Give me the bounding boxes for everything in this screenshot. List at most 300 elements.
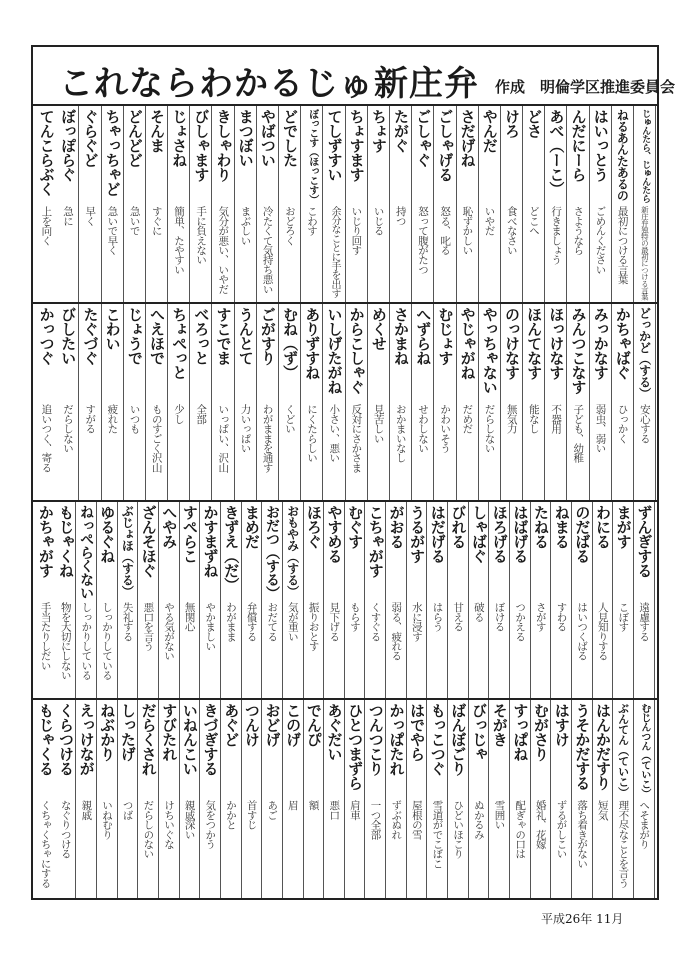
standard-meaning: かかと (224, 800, 237, 830)
dialect-entry (531, 700, 552, 898)
standard-meaning: くどい (283, 404, 296, 434)
dialect-entry (97, 502, 118, 698)
dialect-word: さかまね (392, 307, 411, 365)
dialect-entry (501, 106, 523, 302)
standard-meaning: ごめんください (594, 206, 607, 274)
dialect-word: きづぎする (201, 703, 220, 776)
standard-meaning: ぼける (493, 602, 506, 632)
dialect-word: べろっと (192, 307, 211, 365)
standard-meaning: 首すじ (245, 800, 258, 830)
dialect-entry (365, 700, 386, 898)
dialect-entry (479, 304, 501, 500)
standard-meaning: 急いで (128, 206, 141, 236)
standard-meaning: しっかりしている (80, 602, 93, 680)
page-title: これならわかるじゅ新庄弁 (59, 64, 479, 104)
dialect-entry (346, 106, 368, 302)
dialect-entry (368, 106, 390, 302)
dialect-entry (572, 700, 593, 898)
dialect-entry (510, 700, 531, 898)
standard-meaning: 落ち着きがない (576, 800, 589, 868)
dialect-word: むじんつん（ていこ） (638, 703, 650, 798)
dialect-word: はすけ (552, 703, 571, 747)
dialect-word: かっつぐ (37, 307, 56, 365)
standard-meaning: ずるがしこい (555, 800, 568, 859)
dialect-word: うんとて (236, 307, 255, 365)
dialect-word: ねまる (552, 505, 571, 549)
dialect-word: すぺらこ (180, 505, 199, 563)
dialect-entry (279, 304, 301, 500)
dialect-entry (102, 106, 124, 302)
standard-meaning: くちゃくちゃにする (39, 800, 52, 888)
standard-meaning: いねむり (101, 800, 114, 839)
dialect-word: どっかど（する） (637, 307, 652, 399)
standard-meaning: おだてる (266, 602, 279, 641)
dialect-entry (57, 106, 79, 302)
dialect-entry (489, 700, 510, 898)
dialect-entry (427, 502, 448, 698)
standard-meaning: 新庄弁独特の最初につける言葉 (640, 206, 650, 300)
dialect-entry (479, 106, 501, 302)
standard-meaning: すがる (84, 404, 97, 434)
dialect-entry (634, 700, 655, 898)
dialect-entry (457, 304, 479, 500)
standard-meaning: 雪道がでこぼこ (431, 800, 444, 868)
dialect-entry (390, 304, 412, 500)
dialect-word: さだげね (458, 109, 477, 167)
dialect-word: ちゃっちゃど (103, 109, 122, 196)
dialect-entry (489, 502, 510, 698)
dialect-entry (427, 700, 448, 898)
standard-meaning: 失礼する (121, 602, 134, 641)
standard-meaning: 遠慮する (638, 602, 651, 641)
dialect-word: はばげる (511, 505, 530, 563)
standard-meaning: いやだ (483, 206, 496, 236)
dialect-word: しったげ (118, 703, 137, 761)
standard-meaning: やる気がない (162, 602, 175, 661)
standard-meaning: あご (266, 800, 279, 820)
vocabulary-band-3 (33, 502, 657, 700)
dialect-word: ぶんてん（ていこ） (616, 703, 630, 798)
dialect-entry (593, 700, 614, 898)
standard-meaning: 理不尽なことを言う (617, 800, 630, 888)
dialect-entry (501, 304, 523, 500)
standard-meaning: くすぐる (369, 602, 382, 641)
dialect-entry (118, 700, 139, 898)
standard-meaning: 急に (62, 206, 74, 226)
standard-meaning: どこへ (527, 206, 540, 236)
standard-meaning: いじる (372, 206, 385, 236)
dialect-entry (523, 304, 545, 500)
standard-meaning: 怒る、叱る (439, 206, 452, 255)
standard-meaning: かわいそう (439, 404, 452, 453)
dialect-word: んだにーら (569, 109, 588, 182)
dialect-word: でんぴ (304, 703, 323, 747)
dialect-word: かすまずね (201, 505, 220, 578)
standard-meaning: 額 (307, 800, 320, 810)
dialect-word: はんかだすり (594, 703, 612, 790)
standard-meaning: 力いっぱい (239, 404, 252, 453)
dialect-word: ひとつまずら (346, 703, 365, 790)
dialect-entry (613, 700, 634, 898)
standard-meaning: 手当たりしだい (39, 602, 52, 670)
dialect-entry (612, 304, 634, 500)
dialect-word: だらくされ (139, 703, 158, 776)
standard-meaning: わがまま (224, 602, 237, 641)
dialect-word: くらつける (56, 703, 75, 776)
dialect-word: みんつこなす (569, 307, 588, 394)
dialect-word: すこでま (214, 307, 233, 365)
standard-meaning: 怒って腹がたつ (416, 206, 429, 274)
dialect-entry (469, 700, 490, 898)
standard-meaning: 物を大切にしない (59, 602, 72, 680)
standard-meaning: すわる (555, 602, 568, 632)
dialect-entry (283, 700, 304, 898)
standard-meaning: 子ども、幼稚 (572, 404, 585, 463)
dialect-entry (323, 304, 345, 500)
dialect-entry (301, 106, 323, 302)
standard-meaning: ものすごく沢山 (150, 404, 163, 472)
standard-meaning: だらしない (483, 404, 496, 453)
dialect-entry (323, 106, 345, 302)
dialect-word: ちょす (369, 109, 388, 153)
dialect-word: てしずすい (325, 109, 344, 182)
standard-meaning: まぶしい (239, 206, 252, 245)
dialect-word: ごがすり (258, 307, 277, 365)
dialect-entry (279, 106, 301, 302)
dialect-word: やすめる (325, 505, 344, 563)
standard-meaning: 眉 (286, 800, 299, 810)
dialect-entry (386, 502, 407, 698)
dialect-word: すっぱね (511, 703, 530, 761)
standard-meaning: 一つ全部 (369, 800, 382, 839)
dialect-entry (56, 700, 77, 898)
dialect-entry (235, 304, 257, 500)
dialect-entry (221, 700, 242, 898)
dialect-word: へずらね (414, 307, 433, 365)
dialect-entry (138, 700, 159, 898)
standard-meaning: ひどいほこり (452, 800, 465, 859)
dialect-word: たがぐ (392, 109, 411, 153)
dialect-word: どさ (525, 109, 544, 138)
dialect-word: つんけ (242, 703, 261, 747)
dialect-word: ちょぺっと (170, 307, 189, 380)
standard-meaning: 配ぎゃの口は (514, 800, 527, 859)
standard-meaning: ずぶぬれ (390, 800, 403, 839)
dialect-entry (146, 304, 168, 500)
standard-meaning: 食べなさい (505, 206, 518, 255)
dialect-word: やっちゃない (480, 307, 499, 394)
dialect-word: やんだ (480, 109, 499, 153)
dialect-entry (180, 502, 201, 698)
dialect-word: こわい (103, 307, 122, 351)
dialect-word: たねる (532, 505, 551, 549)
dialect-entry (407, 502, 428, 698)
dialect-entry (304, 700, 325, 898)
dialect-entry (345, 502, 366, 698)
standard-meaning: はらう (431, 602, 444, 632)
dialect-word: おもやみ（する） (285, 505, 300, 597)
dialect-word: へやみ (160, 505, 179, 549)
dialect-word: えっけなが (77, 703, 96, 776)
dialect-word: はいっとう (591, 109, 610, 182)
standard-meaning: 破る (472, 602, 485, 622)
dialect-entry (221, 502, 242, 698)
dialect-word: しゃばぐ (470, 505, 489, 563)
dialect-word: あぐど (222, 703, 241, 747)
standard-meaning: いつも (128, 404, 141, 434)
dialect-entry (79, 106, 101, 302)
standard-meaning: 小さい、悪い (328, 404, 341, 463)
dialect-word: ぼっぽらぐ (59, 109, 78, 182)
dialect-word: このげ (284, 703, 303, 747)
dialect-entry (510, 502, 531, 698)
dialect-entry (35, 700, 56, 898)
standard-meaning: 急いで早く (106, 206, 119, 255)
dialect-entry (434, 304, 456, 500)
standard-meaning: 不器用 (550, 404, 563, 434)
standard-meaning: 悪口 (328, 800, 341, 820)
dialect-word: きずえ（だ） (222, 505, 241, 592)
standard-meaning: 恥ずかしい (461, 206, 474, 255)
dialect-entry (79, 304, 101, 500)
standard-meaning: 見下げる (328, 602, 341, 641)
dialect-word: みっかなす (591, 307, 610, 380)
dialect-entry (567, 304, 589, 500)
dialect-word: そんま (148, 109, 166, 153)
dialect-word: たぐづぐ (81, 307, 100, 365)
standard-meaning: おどろく (283, 206, 296, 245)
dialect-word: かっぱたれ (387, 703, 406, 776)
standard-meaning: 追いつく、寄る (40, 404, 53, 472)
standard-meaning: 婚礼、花嫁 (534, 800, 547, 849)
dialect-word: のだばる (573, 505, 592, 563)
dialect-entry (262, 502, 283, 698)
title-banner (33, 46, 676, 106)
standard-meaning: けちいぐな (162, 800, 175, 849)
dialect-word: あぐだい (325, 703, 344, 761)
standard-meaning: 短気 (596, 800, 609, 820)
standard-meaning: いっぱい、沢山 (217, 404, 230, 472)
standard-meaning: おかまいなし (394, 404, 407, 463)
standard-meaning: へそまがり (638, 800, 651, 849)
dialect-entry (368, 304, 390, 500)
dialect-word: おどげ (263, 703, 282, 747)
dialect-word: すびたれ (160, 703, 179, 761)
dialect-entry (159, 700, 180, 898)
dialect-entry (612, 106, 634, 302)
standard-meaning: 上を向く (40, 206, 53, 245)
dialect-entry (590, 106, 612, 302)
standard-meaning: 少し (172, 404, 185, 424)
standard-meaning: 無関心 (183, 602, 196, 632)
dialect-entry (35, 502, 56, 698)
standard-meaning: さがす (534, 602, 547, 632)
vocabulary-band-1 (33, 106, 657, 304)
dialect-entry (634, 304, 656, 500)
dialect-entry (324, 700, 345, 898)
dialect-word: うるがす (408, 505, 427, 563)
author-credit: 作成 明倫学区推進委員会 (495, 78, 676, 96)
dialect-word: そがき (490, 703, 509, 747)
standard-meaning: 持つ (394, 206, 407, 226)
dialect-entry (124, 106, 146, 302)
dialect-word: きしゃわり (214, 109, 233, 182)
dialect-word: がおる (387, 505, 406, 549)
standard-meaning: だめだ (461, 404, 474, 434)
dialect-entry (593, 502, 614, 698)
dialect-entry (56, 502, 77, 698)
standard-meaning: はいつくばる (576, 602, 589, 661)
standard-meaning: すぐに (150, 206, 163, 236)
dialect-word: めくせ (369, 307, 388, 351)
dialect-entry (545, 106, 567, 302)
dialect-entry (613, 502, 634, 698)
dialect-entry (212, 304, 234, 500)
dialect-word: いねんこい (180, 703, 199, 776)
standard-meaning: つかえる (514, 602, 527, 641)
standard-meaning: 気をつかう (204, 800, 217, 849)
dialect-word: ぼっこす（ほっこす） (306, 109, 318, 204)
dialect-entry (200, 502, 221, 698)
dialect-word: からこしゃぐ (347, 307, 366, 394)
dialect-entry (146, 106, 168, 302)
standard-meaning: 簡単、たやすい (172, 206, 185, 274)
standard-meaning: つば (121, 800, 134, 820)
standard-meaning: 見苦しい (372, 404, 385, 443)
dialect-word: てんこらぶく (37, 109, 56, 196)
dialect-word: もっこつぐ (428, 703, 447, 776)
dialect-entry (590, 304, 612, 500)
standard-meaning: 振りおとす (307, 602, 320, 651)
dialect-entry (118, 502, 139, 698)
standard-meaning: もらす (348, 602, 361, 632)
dialect-entry (35, 106, 57, 302)
dialect-entry (262, 700, 283, 898)
dialect-entry (572, 502, 593, 698)
dialect-entry (448, 700, 469, 898)
standard-meaning: 人見知りする (596, 602, 609, 661)
dialect-word: ごしゃぐ (414, 109, 433, 167)
dialect-word: あべ（ーこ） (547, 109, 566, 196)
dialect-word: どんどど (125, 109, 144, 167)
standard-meaning: 安心する (638, 404, 651, 443)
dialect-word: まめだ (242, 505, 261, 549)
dialect-entry (168, 304, 190, 500)
dialect-word: かちゃばぐ (613, 307, 632, 380)
dialect-word: ほろげる (490, 505, 509, 563)
standard-meaning: 水に浸す (410, 602, 423, 641)
dialect-word: ばんぼごり (449, 703, 468, 776)
standard-meaning: 行きましょう (550, 206, 563, 265)
dialect-word: やばつい (258, 109, 277, 167)
standard-meaning: さようなら (572, 206, 585, 255)
dialect-entry (551, 700, 572, 898)
dialect-entry (76, 502, 97, 698)
standard-meaning: 早く (84, 206, 97, 226)
dialect-word: ねっぺらくない (78, 505, 95, 600)
vocabulary-band-4 (33, 700, 657, 898)
dialect-entry (407, 700, 428, 898)
dialect-word: ざんそほぐ (139, 505, 158, 578)
dialect-word: もじゃくね (56, 505, 75, 578)
dialect-entry (448, 502, 469, 698)
dialect-word: じゅんたら、じゅんたら (640, 109, 651, 203)
dialect-entry (242, 700, 263, 898)
dialect-word: どでした (281, 109, 300, 167)
standard-meaning: 疲れた (106, 404, 119, 434)
dialect-word: ねぶかり (98, 703, 117, 761)
dialect-entry (242, 502, 263, 698)
dialect-entry (102, 304, 124, 500)
dialect-entry (283, 502, 304, 698)
dialect-word: むね（ず） (281, 307, 300, 380)
dialect-entry (97, 700, 118, 898)
dialect-entry (634, 106, 656, 302)
dialect-entry (257, 106, 279, 302)
dialect-word: ずんぎする (635, 505, 654, 578)
dialect-word: のっけなす (502, 307, 521, 380)
dialect-word: ねるあんたあるの (615, 109, 630, 201)
standard-meaning: いじり回す (350, 206, 363, 255)
dialect-entry (57, 304, 79, 500)
dialect-word: こちゃがす (366, 505, 385, 578)
dialect-entry (235, 106, 257, 302)
dialect-entry (386, 700, 407, 898)
dialect-entry (434, 106, 456, 302)
standard-meaning: 親戚 (80, 800, 93, 820)
standard-meaning: 肩車 (348, 800, 361, 820)
dialect-word: おだつ（する） (264, 505, 281, 600)
dialect-entry (523, 106, 545, 302)
standard-meaning: 気が重い (286, 602, 299, 641)
dialect-word: やじゃがね (458, 307, 477, 380)
standard-meaning: しっかりしている (101, 602, 114, 680)
dialect-word: もじゃくる (36, 703, 55, 776)
dialect-word: むぐす (346, 505, 365, 549)
dialect-entry (345, 700, 366, 898)
dialect-word: ありずすね (303, 307, 322, 380)
dialect-entry (301, 304, 323, 500)
standard-meaning: せわしない (416, 404, 429, 453)
standard-meaning: 屋根の雪 (410, 800, 423, 839)
dialect-entry (365, 502, 386, 698)
dialect-entry (76, 700, 97, 898)
vocabulary-band-2 (33, 304, 657, 502)
standard-meaning: 能なし (527, 404, 540, 434)
dialect-entry (190, 304, 212, 500)
dialect-entry (35, 304, 57, 500)
standard-meaning: こぼす (617, 602, 630, 632)
dialect-word: ほんてなす (525, 307, 544, 380)
dialect-entry (168, 106, 190, 302)
dialect-entry (180, 700, 201, 898)
standard-meaning: 弱る、疲れる (390, 602, 403, 661)
dialect-entry (346, 304, 368, 500)
standard-meaning: にくたらしい (306, 404, 319, 463)
dialect-word: じょさね (170, 109, 189, 167)
dialect-word: ほろぐ (304, 505, 323, 549)
dialect-entry (200, 700, 221, 898)
standard-meaning: だらしのない (142, 800, 155, 859)
dialect-word: ぶじょほ（する） (120, 505, 135, 597)
dialect-word: わにる (594, 505, 612, 549)
dialect-entry (412, 304, 434, 500)
standard-meaning: だらしない (62, 404, 74, 453)
dialect-word: けろ (502, 109, 521, 138)
standard-meaning: 親戚深い (183, 800, 196, 839)
dialect-entry (457, 106, 479, 302)
dialect-entry (138, 502, 159, 698)
